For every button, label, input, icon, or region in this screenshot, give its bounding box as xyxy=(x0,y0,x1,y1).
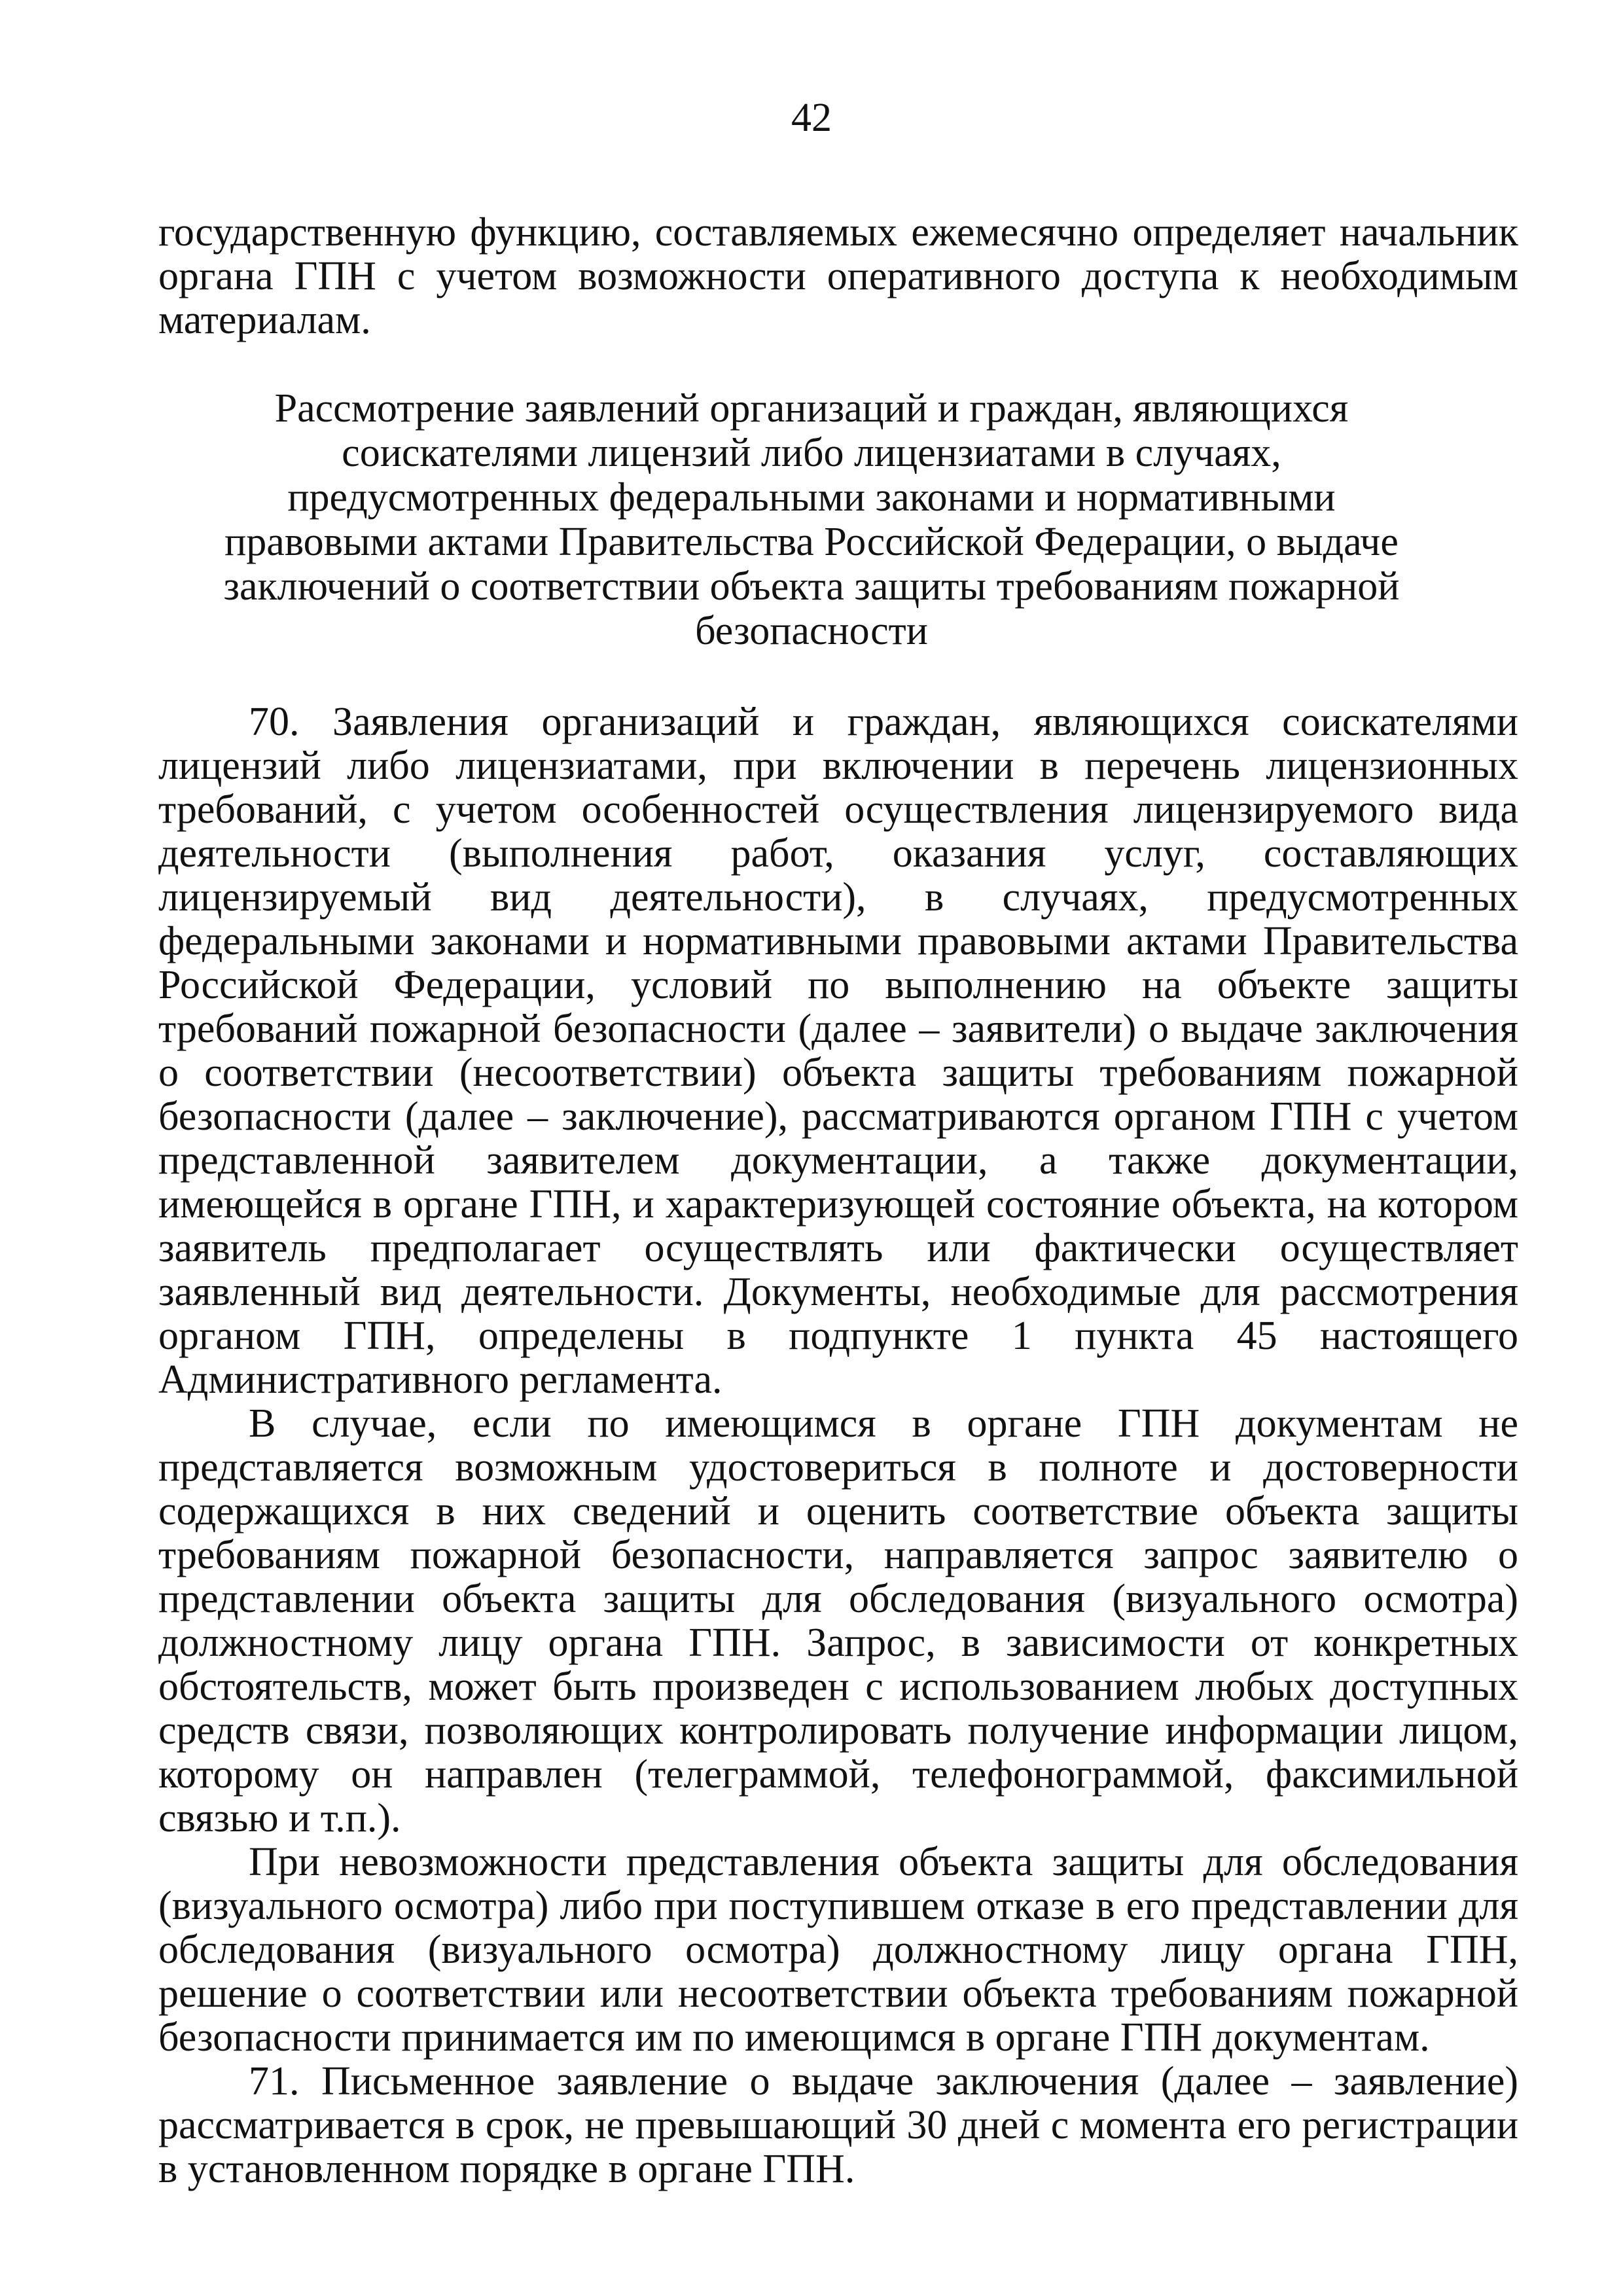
paragraph-71: 71. Письменное заявление о выдаче заключения (далее – заявление) рассматривается в срок, не превышающий 30 дней с момента его регистрации в установленном порядке в органе ГПН. xyxy=(158,2059,1518,2191)
heading-line: безопасности xyxy=(695,609,928,653)
paragraph-70: 70. Заявления организаций и граждан, являющихся соискателями лицензий либо лицензиатами, при включении в перечень лицензионных требований, с учетом особенностей осуществления лицензируемого вида деятельности (выполнения работ, оказания услуг, составляющих лицензируемый вид деятельности), в случаях, предусмотренных федеральными законами и нормативными правовыми актами Правительства Российской Федерации, условий по выполнению на объекте защиты требований пожарной безопасности (далее – заявители) о выдаче заключения о соответствии (несоответствии) объекта защиты требованиям пожарной безопасности (далее – заключение), рассматриваются органом ГПН с учетом представленной заявителем документации, а также документации, имеющейся в органе ГПН, и характеризующей состояние объекта, на котором заявитель предполагает осуществлять или фактически осуществляет заявленный вид деятельности. Документы, необходимые для рассмотрения органом ГПН, определены в подпункте 1 пункта 45 настоящего Административного регламента. xyxy=(158,700,1518,1402)
section-heading xyxy=(0,386,1623,653)
paragraph-request: В случае, если по имеющимся в органе ГПН документам не представляется возможным удостовериться в полноте и достоверности содержащихся в них сведений и оценить соответствие объекта защиты требованиям пожарной безопасности, направляется запрос заявителю о представлении объекта защиты для обследования (визуального осмотра) должностному лицу органа ГПН. Запрос, в зависимости от конкретных обстоятельств, может быть произведен с использованием любых доступных средств связи, позволяющих контролировать получение информации лицом, которому он направлен (телеграммой, телефонограммой, факсимильной связью и т.п.). xyxy=(158,1401,1518,1840)
heading-line: заключений о соответствии объекта защиты требованиям пожарной xyxy=(223,564,1400,609)
paragraph-inspection-refusal: При невозможности представления объекта защиты для обследования (визуального осмотра) либо при поступившем отказе в его представлении для обследования (визуального осмотра) должностному лицу органа ГПН, решение о соответствии или несоответствии объекта требованиям пожарной безопасности принимается им по имеющимся в органе ГПН документам. xyxy=(158,1840,1518,2060)
heading-line: Рассмотрение заявлений организаций и граждан, являющихся xyxy=(274,386,1349,431)
heading-line: соискателями лицензий либо лицензиатами в случаях, xyxy=(342,431,1281,475)
intro-paragraph: государственную функцию, составляемых ежемесячно определяет начальник органа ГПН с учетом возможности оперативного доступа к необходимым материалам. xyxy=(158,210,1518,342)
body-text xyxy=(158,700,1518,2191)
heading-line: предусмотренных федеральными законами и нормативными xyxy=(287,475,1336,520)
page-number: 42 xyxy=(791,96,832,140)
heading-line: правовыми актами Правительства Российской Федерации, о выдаче xyxy=(224,520,1399,564)
